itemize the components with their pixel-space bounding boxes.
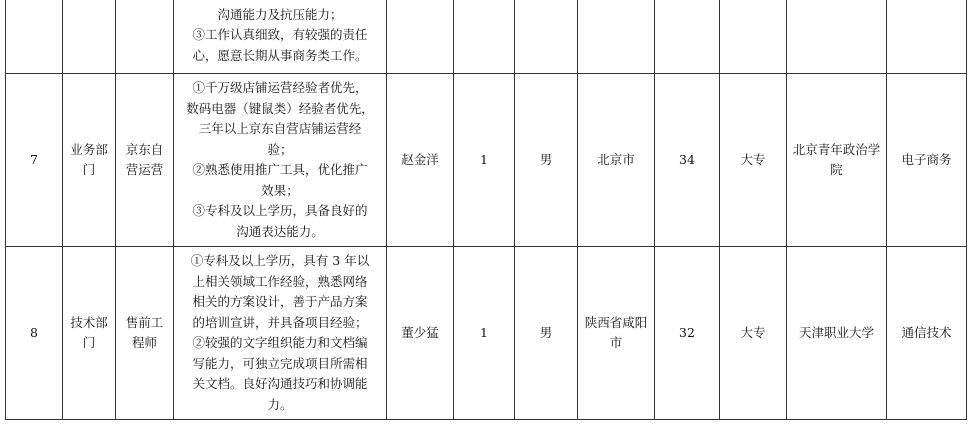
requirement-line: 的培训宣讲，并具备项目经验； [192,314,368,330]
table-row [6,0,967,74]
school-cell: 北京青年政治学院 [787,74,887,247]
requirement-line: ③工作认真细致，有较强的责任 [192,27,368,43]
requirement-line: ①专科及以上学历，具有 3 年以 [190,253,370,268]
row-number-cell: 7 [6,74,63,247]
location-cell: 北京市 [578,74,655,247]
name-cell: 赵金洋 [387,74,454,247]
education-cell: 大专 [720,74,787,247]
major-cell [887,0,967,74]
requirement-line: ①千万级店铺运营经验者优先， [192,80,368,95]
major-cell: 通信技术 [887,247,967,420]
table-row [6,247,967,420]
requirement-line: 数码电器（键鼠类）经验者优先， [186,100,374,116]
school-cell [787,0,887,74]
requirement-line: 关文档。良好沟通技巧和协调能 [192,376,368,391]
education-cell: 大专 [720,247,787,420]
requirement-line: 沟通表达能力。 [236,223,324,239]
requirement-line: 心，愿意长期从事商务类工作。 [192,47,368,63]
gender-cell: 男 [515,74,578,247]
requirement-line: 写能力，可独立完成项目所需相 [192,355,368,371]
position-cell [116,0,174,74]
location-cell: 陕西省咸阳市 [578,247,655,420]
school-cell: 天津职业大学 [787,247,887,420]
position-cell: 京东自营运营 [116,74,174,247]
location-cell [578,0,655,74]
age-cell: 32 [655,247,720,420]
count-cell: 1 [454,74,515,247]
count-cell [454,0,515,74]
row-number-cell [6,0,63,74]
table-row [6,74,967,247]
age-cell: 34 [655,74,720,247]
requirement-line: 沟通能力及抗压能力； [217,6,343,22]
requirement-line: 验； [267,141,293,157]
requirements-cell [174,0,387,74]
requirements-cell [174,247,387,420]
department-cell [63,0,116,74]
education-cell [720,0,787,74]
requirement-line: ③专科及以上学历，具备良好的 [192,203,368,218]
position-cell: 售前工程师 [116,247,174,420]
requirement-line: 相关的方案设计，善于产品方案 [192,294,368,309]
department-cell: 技术部门 [63,247,116,420]
requirement-line: 力。 [267,396,293,412]
name-cell [387,0,454,74]
recruitment-table [5,0,967,420]
count-cell: 1 [454,247,515,420]
requirement-line: ②较强的文字组织能力和文档编 [192,335,368,350]
requirement-line: 效果； [261,182,299,198]
requirement-line: ②熟悉使用推广工具，优化推广 [192,162,368,177]
gender-cell: 男 [515,247,578,420]
major-cell: 电子商务 [887,74,967,247]
requirement-line: 三年以上京东自营店铺运营经 [198,121,362,136]
requirement-line: 上相关领域工作经验，熟悉网络 [192,273,368,289]
name-cell: 董少猛 [387,247,454,420]
department-cell: 业务部门 [63,74,116,247]
row-number-cell: 8 [6,247,63,420]
age-cell [655,0,720,74]
gender-cell [515,0,578,74]
requirements-cell [174,74,387,247]
